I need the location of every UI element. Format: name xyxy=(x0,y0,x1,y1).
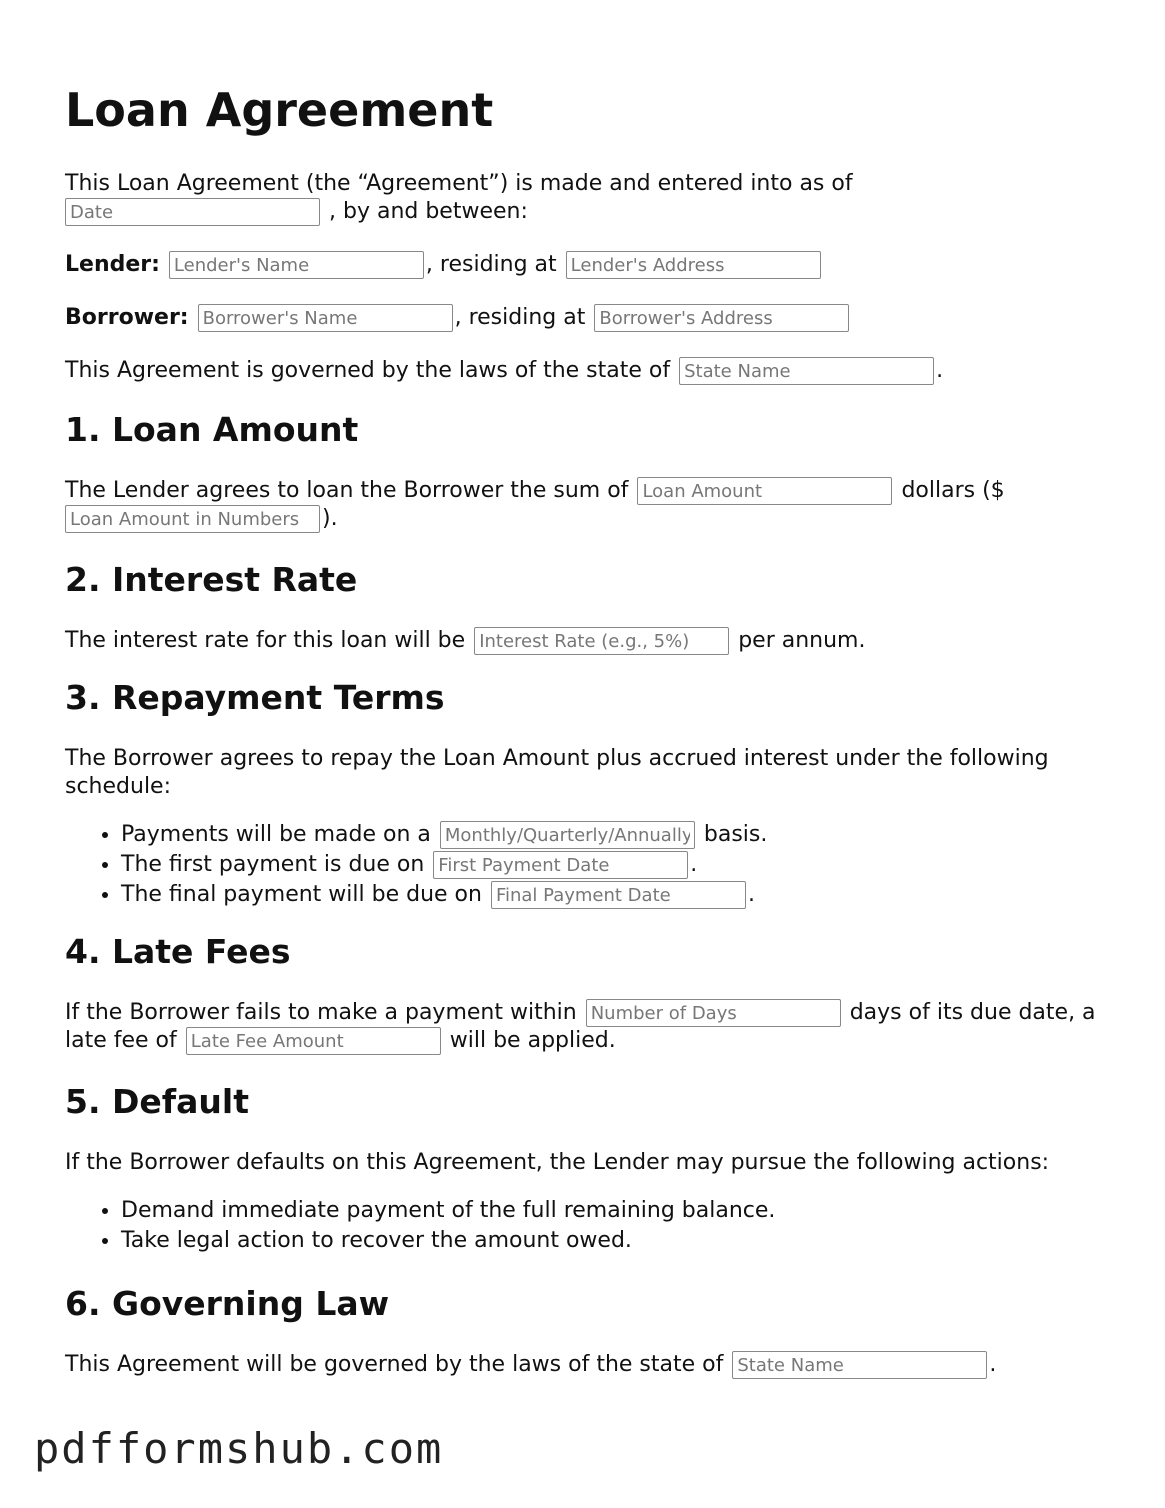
loan-amount-text: The Lender agrees to loan the Borrower the sum of xyxy=(65,478,629,503)
lender-label: Lender: xyxy=(65,252,160,277)
section-heading-repayment: 3. Repayment Terms xyxy=(65,678,445,717)
governing-law-text: This Agreement will be governed by the laws of the state of xyxy=(65,1352,724,1377)
late-fees-text-mid: days of its due date, a late fee of xyxy=(65,1000,1096,1053)
governing-intro-text: This Agreement is governed by the laws of the state of xyxy=(65,358,671,383)
site-watermark: pdfformshub.com xyxy=(34,1424,444,1473)
section-heading-default: 5. Default xyxy=(65,1082,249,1121)
intro-paragraph xyxy=(65,170,905,226)
late-fees-text-after: will be applied. xyxy=(449,1028,616,1053)
late-fees-paragraph xyxy=(65,999,1110,1055)
lender-name-field[interactable] xyxy=(169,251,424,279)
date-field[interactable] xyxy=(65,198,320,226)
repayment-item-text: Payments will be made on a xyxy=(121,822,431,847)
default-paragraph: If the Borrower defaults on this Agreement, the Lender may pursue the following actions: xyxy=(65,1150,1050,1175)
list-item: • Take legal action to recover the amount owed. xyxy=(121,1227,1115,1255)
interest-text: The interest rate for this loan will be xyxy=(65,628,466,653)
repayment-item-after: basis. xyxy=(703,822,768,847)
repayment-list xyxy=(65,821,1115,909)
number-of-days-field[interactable] xyxy=(586,999,841,1027)
interest-text-after: per annum. xyxy=(738,628,866,653)
repayment-item-text: The first payment is due on xyxy=(121,852,425,877)
borrower-residing-text: , residing at xyxy=(454,305,586,330)
section-heading-governing-law: 6. Governing Law xyxy=(65,1284,390,1323)
governing-intro-period: . xyxy=(936,358,944,383)
intro-text-after: , by and between: xyxy=(329,199,528,224)
default-list xyxy=(65,1197,1115,1255)
loan-amount-dollars-text: dollars ($ xyxy=(901,478,1005,503)
repayment-paragraph: The Borrower agrees to repay the Loan Amount plus accrued interest under the following schedule: xyxy=(65,746,1049,799)
section-heading-late-fees: 4. Late Fees xyxy=(65,932,291,971)
interest-rate-field[interactable] xyxy=(474,627,729,655)
governing-law-paragraph xyxy=(65,1351,1115,1379)
section-heading-loan-amount: 1. Loan Amount xyxy=(65,410,359,449)
borrower-name-field[interactable] xyxy=(198,304,453,332)
intro-text: This Loan Agreement (the “Agreement”) is made and entered into as of xyxy=(65,171,853,196)
late-fee-amount-field[interactable] xyxy=(186,1027,441,1055)
list-item xyxy=(121,881,1115,909)
page-title: Loan Agreement xyxy=(65,83,494,137)
repayment-item-text: The final payment will be due on xyxy=(121,882,482,907)
loan-amount-paragraph xyxy=(65,477,1055,533)
document-page xyxy=(65,80,1115,1379)
loan-amount-field[interactable] xyxy=(637,477,892,505)
list-item xyxy=(121,821,1115,849)
borrower-address-field[interactable] xyxy=(594,304,849,332)
loan-amount-close: ). xyxy=(322,506,338,531)
final-payment-date-field[interactable] xyxy=(491,881,746,909)
lender-address-field[interactable] xyxy=(566,251,821,279)
repayment-item-after: . xyxy=(747,882,755,907)
lender-line xyxy=(65,251,1115,279)
governing-intro-line xyxy=(65,357,1115,385)
list-item xyxy=(121,851,1115,879)
lender-residing-text: , residing at xyxy=(425,252,557,277)
payment-frequency-field[interactable] xyxy=(440,821,695,849)
list-item: • Demand immediate payment of the full remaining balance. xyxy=(121,1197,1115,1225)
governing-law-period: . xyxy=(989,1352,997,1377)
interest-paragraph xyxy=(65,627,1115,655)
state-field-intro[interactable] xyxy=(679,357,934,385)
first-payment-date-field[interactable] xyxy=(433,851,688,879)
repayment-item-after: . xyxy=(690,852,698,877)
loan-amount-numbers-field[interactable] xyxy=(65,505,320,533)
borrower-line xyxy=(65,304,1115,332)
late-fees-text: If the Borrower fails to make a payment within xyxy=(65,1000,577,1025)
borrower-label: Borrower: xyxy=(65,305,189,330)
state-field-governing-law[interactable] xyxy=(732,1351,987,1379)
section-heading-interest: 2. Interest Rate xyxy=(65,560,358,599)
